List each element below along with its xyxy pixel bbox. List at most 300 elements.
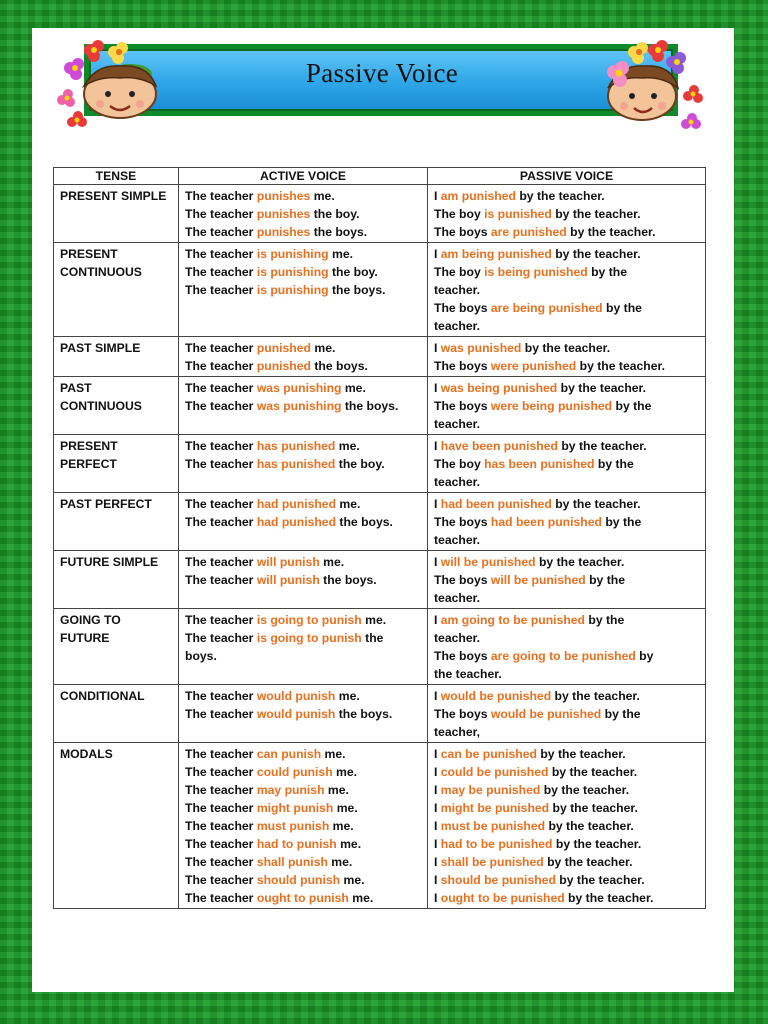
sentence-text: The teacher xyxy=(185,515,257,529)
sentence-text: The teacher xyxy=(185,399,257,413)
passive-sentence xyxy=(434,223,699,241)
passive-sentence xyxy=(434,665,699,683)
sentence-text: I xyxy=(434,439,441,453)
verb-form-highlight: can punish xyxy=(256,747,322,761)
passive-sentence xyxy=(434,245,699,263)
sentence-text: I xyxy=(434,555,441,569)
active-voice-cell xyxy=(179,243,428,337)
sentence-text: teacher, xyxy=(434,725,481,739)
sentence-text: The teacher xyxy=(185,283,257,297)
sentence-text: the boys. xyxy=(335,707,393,721)
sentence-text: The boys xyxy=(434,649,491,663)
verb-form-highlight: is punishing xyxy=(256,283,329,297)
passive-sentence xyxy=(434,629,699,647)
sentence-text: The boys xyxy=(434,399,491,413)
verb-form-highlight: punishes xyxy=(256,207,311,221)
verb-form-highlight: are being punished xyxy=(490,301,603,315)
sentence-text: by the xyxy=(602,301,642,315)
sentence-text: by the teacher. xyxy=(551,207,641,221)
verb-form-highlight: is punishing xyxy=(256,265,329,279)
passive-sentence xyxy=(434,317,699,335)
sentence-text: I xyxy=(434,765,441,779)
passive-sentence xyxy=(434,473,699,491)
passive-sentence xyxy=(434,799,699,817)
verb-form-highlight: will punish xyxy=(256,573,320,587)
active-sentence xyxy=(185,281,421,299)
active-sentence xyxy=(185,871,421,889)
sentence-text: by the teacher. xyxy=(576,359,665,373)
passive-sentence xyxy=(434,589,699,607)
sentence-text: by the teacher. xyxy=(566,225,656,239)
kid-with-flowers-right-icon xyxy=(596,34,708,130)
sentence-text: I xyxy=(434,381,441,395)
sentence-text: The teacher xyxy=(185,555,257,569)
sentence-text: the xyxy=(361,631,384,645)
active-sentence xyxy=(185,889,421,907)
active-sentence xyxy=(185,357,421,375)
passive-sentence xyxy=(434,687,699,705)
sentence-text: the boys. xyxy=(336,515,393,529)
sentence-text: by the teacher. xyxy=(545,819,634,833)
tense-cell xyxy=(54,243,179,337)
passive-sentence xyxy=(434,339,699,357)
sentence-text: by the teacher. xyxy=(552,837,642,851)
sentence-text: by the teacher. xyxy=(548,765,638,779)
verb-form-highlight: had to be punished xyxy=(440,837,553,851)
table-header-row xyxy=(54,168,706,185)
passive-sentence xyxy=(434,437,699,455)
sentence-text: by the teacher. xyxy=(535,555,625,569)
passive-sentence xyxy=(434,763,699,781)
verb-form-highlight: was punishing xyxy=(256,381,342,395)
passive-voice-cell xyxy=(428,243,706,337)
tense-label: CONTINUOUS xyxy=(60,399,142,413)
active-sentence xyxy=(185,339,421,357)
sentence-text: by the teacher. xyxy=(557,381,646,395)
active-sentence xyxy=(185,553,421,571)
passive-voice-cell xyxy=(428,685,706,743)
passive-sentence xyxy=(434,553,699,571)
sentence-text: me. xyxy=(340,873,365,887)
tense-label: PRESENT xyxy=(60,247,118,261)
passive-sentence xyxy=(434,357,699,375)
passive-sentence xyxy=(434,263,699,281)
active-sentence xyxy=(185,379,421,397)
page-title: Passive Voice xyxy=(305,58,459,88)
sentence-text: The teacher xyxy=(185,573,257,587)
active-sentence xyxy=(185,611,421,629)
verb-form-highlight: is going to punish xyxy=(256,613,362,627)
active-voice-cell xyxy=(179,377,428,435)
tense-label: PAST PERFECT xyxy=(60,497,152,511)
sentence-text: by the xyxy=(612,399,652,413)
passive-sentence xyxy=(434,723,699,741)
sentence-text: by the xyxy=(585,613,625,627)
active-voice-cell xyxy=(179,185,428,243)
sentence-text: me. xyxy=(341,381,366,395)
sentence-text: I xyxy=(434,689,441,703)
passive-sentence xyxy=(434,513,699,531)
passive-sentence xyxy=(434,835,699,853)
verb-form-highlight: are going to be punished xyxy=(490,649,636,663)
active-voice-cell xyxy=(179,435,428,493)
sentence-text: I xyxy=(434,855,441,869)
tense-label: FUTURE SIMPLE xyxy=(60,555,159,569)
sentence-text: by the teacher. xyxy=(551,497,641,511)
passive-sentence xyxy=(434,853,699,871)
sentence-text: The teacher xyxy=(185,837,257,851)
verb-form-highlight: has punished xyxy=(256,439,336,453)
sentence-text: by the xyxy=(587,265,627,279)
table-row xyxy=(54,185,706,243)
tense-label: CONTINUOUS xyxy=(60,265,142,279)
sentence-text: the boys. xyxy=(310,359,368,373)
sentence-text: teacher. xyxy=(434,631,481,645)
active-sentence xyxy=(185,629,421,647)
verb-form-highlight: had been punished xyxy=(490,515,602,529)
header-passive-voice: PASSIVE VOICE xyxy=(428,168,706,185)
verb-form-highlight: had punished xyxy=(256,515,337,529)
active-voice-cell xyxy=(179,743,428,909)
passive-sentence xyxy=(434,531,699,549)
verb-form-highlight: would be punished xyxy=(490,707,602,721)
sentence-text: me. xyxy=(321,747,346,761)
tense-cell xyxy=(54,493,179,551)
passive-sentence xyxy=(434,871,699,889)
active-sentence xyxy=(185,437,421,455)
verb-form-highlight: must be punished xyxy=(440,819,546,833)
sentence-text: by the xyxy=(585,573,625,587)
sentence-text: by the teacher. xyxy=(555,873,645,887)
sentence-text: by the xyxy=(601,515,642,529)
tense-label: GOING TO xyxy=(60,613,121,627)
sentence-text: teacher. xyxy=(434,283,481,297)
sentence-text: The teacher xyxy=(185,359,257,373)
passive-sentence xyxy=(434,281,699,299)
sentence-text: by the xyxy=(594,457,634,471)
sentence-text: teacher. xyxy=(434,319,481,333)
tense-label: PAST xyxy=(60,381,92,395)
verb-form-highlight: am going to be punished xyxy=(440,613,585,627)
verb-form-highlight: punishes xyxy=(256,189,311,203)
sentence-text: by the teacher. xyxy=(543,855,633,869)
table-row xyxy=(54,685,706,743)
passive-sentence xyxy=(434,205,699,223)
active-voice-cell xyxy=(179,609,428,685)
verb-form-highlight: will be punished xyxy=(440,555,536,569)
sentence-text: by the teacher. xyxy=(549,801,638,815)
sentence-text: me. xyxy=(329,819,354,833)
tense-label: PRESENT xyxy=(60,439,118,453)
verb-form-highlight: have been punished xyxy=(440,439,558,453)
sentence-text: the boy. xyxy=(328,265,378,279)
verb-form-highlight: would be punished xyxy=(440,689,552,703)
passive-sentence xyxy=(434,455,699,473)
sentence-text: I xyxy=(434,247,441,261)
passive-sentence xyxy=(434,781,699,799)
sentence-text: The teacher xyxy=(185,783,257,797)
sentence-text: by the teacher. xyxy=(540,783,630,797)
verb-form-highlight: may punish xyxy=(256,783,325,797)
table-body xyxy=(54,185,706,909)
verb-form-highlight: is punished xyxy=(484,207,552,221)
sentence-text: The boys xyxy=(434,707,491,721)
verb-form-highlight: punishes xyxy=(256,225,311,239)
active-sentence xyxy=(185,687,421,705)
sentence-text: The teacher xyxy=(185,613,257,627)
passive-sentence xyxy=(434,889,699,907)
verb-form-highlight: should punish xyxy=(256,873,341,887)
sentence-text: me. xyxy=(332,765,358,779)
sentence-text: by the teacher. xyxy=(521,341,611,355)
sentence-text: me. xyxy=(348,891,374,905)
passive-sentence xyxy=(434,415,699,433)
sentence-text: by the teacher. xyxy=(536,747,626,761)
verb-form-highlight: is being punished xyxy=(484,265,588,279)
passive-sentence xyxy=(434,611,699,629)
passive-sentence xyxy=(434,379,699,397)
tense-cell xyxy=(54,609,179,685)
sentence-text: me. xyxy=(324,783,349,797)
verb-form-highlight: might be punished xyxy=(440,801,550,815)
passive-voice-cell xyxy=(428,743,706,909)
sentence-text: me. xyxy=(319,555,345,569)
kid-with-flowers-left-icon xyxy=(56,34,168,130)
sentence-text: The teacher xyxy=(185,225,257,239)
passive-sentence xyxy=(434,299,699,317)
table-row xyxy=(54,337,706,377)
tense-cell xyxy=(54,743,179,909)
tense-label: CONDITIONAL xyxy=(60,689,145,703)
active-sentence xyxy=(185,799,421,817)
passive-sentence xyxy=(434,187,699,205)
verb-form-highlight: ought to be punished xyxy=(440,891,565,905)
sentence-text: The teacher xyxy=(185,207,257,221)
sentence-text: The teacher xyxy=(185,819,257,833)
sentence-text: I xyxy=(434,837,441,851)
sentence-text: I xyxy=(434,747,441,761)
sentence-text: The teacher xyxy=(185,873,257,887)
sentence-text: I xyxy=(434,189,441,203)
verb-form-highlight: will be punished xyxy=(490,573,586,587)
verb-form-highlight: may be punished xyxy=(440,783,541,797)
verb-form-highlight: could be punished xyxy=(440,765,549,779)
passive-sentence xyxy=(434,745,699,763)
active-sentence xyxy=(185,187,421,205)
sentence-text: me. xyxy=(336,837,362,851)
passive-sentence xyxy=(434,705,699,723)
sentence-text: me. xyxy=(335,689,360,703)
verb-form-highlight: shall be punished xyxy=(440,855,544,869)
sentence-text: The teacher xyxy=(185,689,257,703)
sentence-text: The teacher xyxy=(185,891,257,905)
sentence-text: teacher. xyxy=(434,533,481,547)
sentence-text: The teacher xyxy=(185,801,257,815)
tense-label: PAST SIMPLE xyxy=(60,341,141,355)
active-sentence xyxy=(185,205,421,223)
passive-sentence xyxy=(434,495,699,513)
verb-form-highlight: should be punished xyxy=(440,873,556,887)
sentence-text: by the teacher. xyxy=(551,689,640,703)
verb-form-highlight: had to punish xyxy=(256,837,337,851)
sentence-text: I xyxy=(434,497,441,511)
active-sentence xyxy=(185,647,421,665)
header-tense: TENSE xyxy=(54,168,179,185)
sentence-text: me. xyxy=(333,801,358,815)
active-sentence xyxy=(185,763,421,781)
sentence-text: The boys xyxy=(434,359,491,373)
sentence-text: The boys xyxy=(434,515,491,529)
tense-cell xyxy=(54,185,179,243)
table-row xyxy=(54,435,706,493)
sentence-text: The boys xyxy=(434,573,491,587)
sentence-text: I xyxy=(434,801,441,815)
tense-cell xyxy=(54,551,179,609)
sentence-text: The boy xyxy=(434,457,485,471)
sentence-text: I xyxy=(434,341,441,355)
verb-form-highlight: was punishing xyxy=(256,399,342,413)
verb-form-highlight: punished xyxy=(256,359,311,373)
sentence-text: the boy. xyxy=(310,207,360,221)
verb-form-highlight: shall punish xyxy=(256,855,328,869)
passive-voice-cell xyxy=(428,435,706,493)
verb-form-highlight: had been punished xyxy=(440,497,552,511)
passive-voice-cell xyxy=(428,551,706,609)
passive-sentence xyxy=(434,647,699,665)
verb-form-highlight: would punish xyxy=(256,707,336,721)
verb-form-highlight: would punish xyxy=(256,689,336,703)
passive-voice-cell xyxy=(428,337,706,377)
sentence-text: teacher. xyxy=(434,591,481,605)
active-sentence xyxy=(185,781,421,799)
sentence-text: teacher. xyxy=(434,417,481,431)
tense-cell xyxy=(54,337,179,377)
verb-form-highlight: am being punished xyxy=(440,247,552,261)
active-voice-cell xyxy=(179,337,428,377)
sentence-text: the boy. xyxy=(335,457,385,471)
active-sentence xyxy=(185,817,421,835)
active-voice-cell xyxy=(179,551,428,609)
tense-label: PRESENT SIMPLE xyxy=(60,189,167,203)
sentence-text: me. xyxy=(336,497,361,511)
active-sentence xyxy=(185,853,421,871)
verb-form-highlight: am punished xyxy=(440,189,516,203)
active-voice-cell xyxy=(179,493,428,551)
table-row xyxy=(54,743,706,909)
sentence-text: I xyxy=(434,783,441,797)
active-sentence xyxy=(185,495,421,513)
sentence-text: I xyxy=(434,613,441,627)
passive-voice-cell xyxy=(428,609,706,685)
sentence-text: The teacher xyxy=(185,631,257,645)
active-sentence xyxy=(185,745,421,763)
tense-cell xyxy=(54,685,179,743)
verb-form-highlight: will punish xyxy=(256,555,320,569)
sentence-text: I xyxy=(434,891,441,905)
sentence-text: The teacher xyxy=(185,707,257,721)
sentence-text: The teacher xyxy=(185,457,257,471)
active-sentence xyxy=(185,245,421,263)
sentence-text: The teacher xyxy=(185,381,257,395)
active-sentence xyxy=(185,571,421,589)
active-sentence xyxy=(185,223,421,241)
active-sentence xyxy=(185,455,421,473)
sentence-text: by the teacher. xyxy=(557,439,647,453)
table-row xyxy=(54,243,706,337)
verb-form-highlight: were being punished xyxy=(490,399,613,413)
verb-form-highlight: could punish xyxy=(256,765,333,779)
sentence-text: boys. xyxy=(185,649,217,663)
sentence-text: by xyxy=(635,649,654,663)
sentence-text: by the xyxy=(601,707,641,721)
sentence-text: me. xyxy=(310,189,335,203)
active-sentence xyxy=(185,263,421,281)
verb-form-highlight: has been punished xyxy=(484,457,595,471)
verb-form-highlight: was being punished xyxy=(440,381,558,395)
sentence-text: The teacher xyxy=(185,765,257,779)
table-row xyxy=(54,493,706,551)
sentence-text: me. xyxy=(328,247,353,261)
table-row xyxy=(54,377,706,435)
sentence-text: The teacher xyxy=(185,247,257,261)
tense-label: FUTURE xyxy=(60,631,110,645)
sentence-text: The teacher xyxy=(185,855,257,869)
passive-voice-cell xyxy=(428,185,706,243)
sentence-text: by the teacher. xyxy=(515,189,605,203)
passive-voice-cell xyxy=(428,493,706,551)
verb-form-highlight: are punished xyxy=(490,225,567,239)
verb-form-highlight: punished xyxy=(256,341,311,355)
sentence-text: teacher. xyxy=(434,475,481,489)
verb-form-highlight: was punished xyxy=(440,341,522,355)
active-sentence xyxy=(185,513,421,531)
sentence-text: me. xyxy=(335,439,360,453)
sentence-text: The teacher xyxy=(185,341,257,355)
active-sentence xyxy=(185,835,421,853)
active-sentence xyxy=(185,705,421,723)
sentence-text: The boy xyxy=(434,207,485,221)
sentence-text: the boys. xyxy=(310,225,368,239)
tense-label: PERFECT xyxy=(60,457,117,471)
sentence-text: me. xyxy=(310,341,336,355)
sentence-text: The teacher xyxy=(185,747,257,761)
table-row xyxy=(54,609,706,685)
table-row xyxy=(54,551,706,609)
sentence-text: me. xyxy=(327,855,353,869)
verb-form-highlight: ought to punish xyxy=(256,891,349,905)
sentence-text: The boys xyxy=(434,225,491,239)
verb-form-highlight: must punish xyxy=(256,819,330,833)
passive-sentence xyxy=(434,397,699,415)
tense-cell xyxy=(54,377,179,435)
sentence-text: The boys xyxy=(434,301,491,315)
sentence-text: The teacher xyxy=(185,497,257,511)
header-active-voice: ACTIVE VOICE xyxy=(179,168,428,185)
sentence-text: by the teacher. xyxy=(551,247,641,261)
verb-form-highlight: is going to punish xyxy=(256,631,362,645)
active-sentence xyxy=(185,397,421,415)
active-voice-cell xyxy=(179,685,428,743)
sentence-text: the boys. xyxy=(341,399,399,413)
sentence-text: the boys. xyxy=(328,283,386,297)
passive-voice-table xyxy=(53,167,706,909)
sentence-text: the boys. xyxy=(319,573,377,587)
sentence-text: The boy xyxy=(434,265,485,279)
tense-label: MODALS xyxy=(60,747,113,761)
sentence-text: the teacher. xyxy=(434,667,502,681)
verb-form-highlight: can be punished xyxy=(440,747,537,761)
sentence-text: me. xyxy=(361,613,387,627)
